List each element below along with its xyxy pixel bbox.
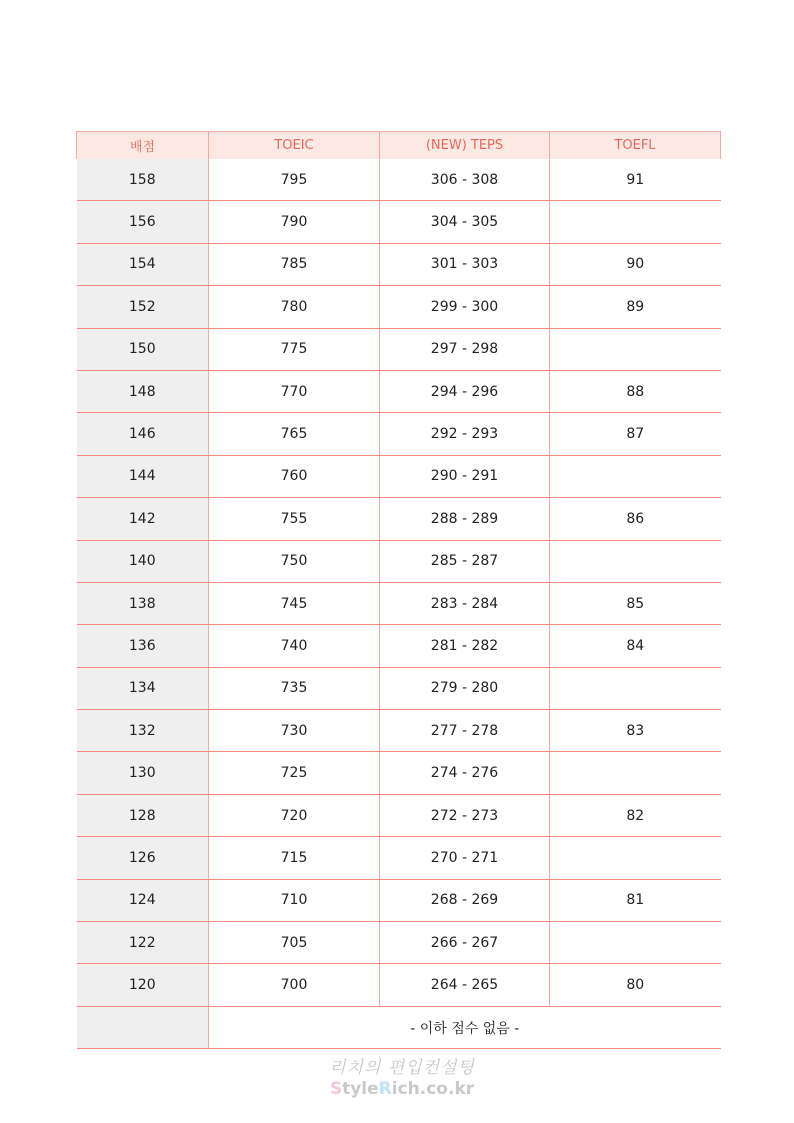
table-row [77,667,721,709]
table-cell: 87 [550,413,721,455]
table-cell: 297 - 298 [380,328,550,370]
table-cell: 88 [550,370,721,412]
table-cell: 124 [77,879,209,921]
table-cell: 268 - 269 [380,879,550,921]
table-cell: 122 [77,922,209,964]
table-cell: 705 [209,922,380,964]
table-cell: 90 [550,243,721,285]
table-cell: 134 [77,667,209,709]
table-cell: 84 [550,625,721,667]
table-row [77,837,721,879]
table-cell: 82 [550,794,721,836]
table-cell: 132 [77,710,209,752]
table-cell: 277 - 278 [380,710,550,752]
table-cell: 85 [550,582,721,624]
table-row [77,540,721,582]
table-cell: 148 [77,370,209,412]
table-cell: 128 [77,794,209,836]
table-row [77,413,721,455]
table-cell: 136 [77,625,209,667]
table-cell: 745 [209,582,380,624]
table-cell: 142 [77,498,209,540]
table-cell: 775 [209,328,380,370]
table-cell: 294 - 296 [380,370,550,412]
column-header: (NEW) TEPS [380,132,550,160]
table-cell: 725 [209,752,380,794]
table-cell: 272 - 273 [380,794,550,836]
table-row [77,370,721,412]
footer-row [77,1006,721,1048]
table-cell: 150 [77,328,209,370]
table-cell: 730 [209,710,380,752]
watermark-line1: 리치의 편입컨설팅 [329,1058,475,1078]
table-cell: 795 [209,159,380,201]
table-cell: 138 [77,582,209,624]
table-row [77,922,721,964]
table-row [77,625,721,667]
footer-note: - 이하 점수 없음 - [209,1006,721,1048]
table-row [77,582,721,624]
table-cell: 146 [77,413,209,455]
table-cell: 735 [209,667,380,709]
table-cell: 740 [209,625,380,667]
table-cell [550,922,721,964]
column-header: TOEFL [550,132,721,160]
table-cell: 158 [77,159,209,201]
table-cell [550,540,721,582]
watermark [317,1058,487,1100]
table-cell: 281 - 282 [380,625,550,667]
table-cell: 790 [209,201,380,243]
table-cell: 152 [77,286,209,328]
table-row [77,498,721,540]
table-row [77,201,721,243]
empty-cell [77,1006,209,1048]
table-cell: 292 - 293 [380,413,550,455]
table-cell: 140 [77,540,209,582]
table-cell [550,752,721,794]
table-cell: 86 [550,498,721,540]
table-cell: 130 [77,752,209,794]
table-cell: 91 [550,159,721,201]
table-cell: 156 [77,201,209,243]
table-cell [550,667,721,709]
table-cell [550,455,721,497]
table-cell [550,201,721,243]
table-cell: 120 [77,964,209,1006]
table-cell: 270 - 271 [380,837,550,879]
table-cell: 301 - 303 [380,243,550,285]
table-cell [550,328,721,370]
table-row [77,710,721,752]
table-cell: 710 [209,879,380,921]
table-cell: 780 [209,286,380,328]
table-cell: 765 [209,413,380,455]
table-cell: 80 [550,964,721,1006]
score-conversion-table [76,131,721,1049]
table-cell: 89 [550,286,721,328]
table-row [77,243,721,285]
table-row [77,879,721,921]
table-cell: 304 - 305 [380,201,550,243]
table-cell: 285 - 287 [380,540,550,582]
table-cell: 715 [209,837,380,879]
table-cell: 288 - 289 [380,498,550,540]
table-cell: 283 - 284 [380,582,550,624]
table-row [77,964,721,1006]
table-cell: 306 - 308 [380,159,550,201]
table-cell: 290 - 291 [380,455,550,497]
table-cell: 760 [209,455,380,497]
table-cell: 770 [209,370,380,412]
table-cell: 126 [77,837,209,879]
table-cell: 299 - 300 [380,286,550,328]
table-cell: 785 [209,243,380,285]
table-cell: 279 - 280 [380,667,550,709]
table-row [77,159,721,201]
table-cell: 274 - 276 [380,752,550,794]
table-cell: 750 [209,540,380,582]
table-cell [550,837,721,879]
table-cell: 264 - 265 [380,964,550,1006]
column-header: TOEIC [209,132,380,160]
table-row [77,328,721,370]
watermark-line2: StyleRich.co.kr [329,1079,475,1099]
table-row [77,455,721,497]
table-row [77,286,721,328]
table-cell: 83 [550,710,721,752]
table-cell: 154 [77,243,209,285]
table-row [77,752,721,794]
table-cell: 81 [550,879,721,921]
table-cell: 700 [209,964,380,1006]
table-cell: 720 [209,794,380,836]
table-cell: 144 [77,455,209,497]
table-cell: 755 [209,498,380,540]
table-row [77,794,721,836]
header-row [77,132,721,160]
table-cell: 266 - 267 [380,922,550,964]
column-header: 배점 [77,132,209,160]
